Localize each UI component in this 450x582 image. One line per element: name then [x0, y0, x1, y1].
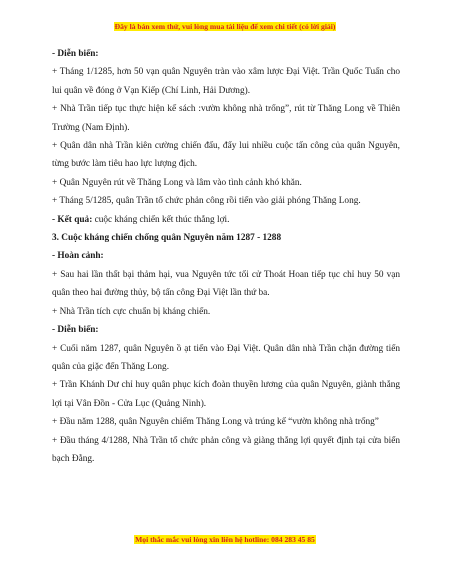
paragraph: + Tháng 5/1285, quân Trần tổ chức phản công rồi tiến vào giải phóng Thăng Long. [52, 196, 361, 207]
section-heading-context: - Hoàn cảnh: [52, 251, 104, 262]
paragraph: + Quân dân nhà Trần kiên cường chiến đấu, đẩy lui nhiều cuộc tấn công của quân Nguyên, từng bước làm tiêu hao lực lượng địch. [52, 141, 400, 170]
paragraph: + Tháng 1/1285, hơn 50 vạn quân Nguyên tràn vào xâm lược Đại Việt. Trần Quốc Tuấn cho lui quân về đóng ở Vạn Kiếp (Chí Linh, Hải Dương). [52, 67, 400, 96]
document-body [52, 45, 400, 468]
paragraph: + Đầu tháng 4/1288, Nhà Trần tổ chức phản công và giàng thắng lợi quyết định tại cửa biển bạch Đằng. [52, 435, 400, 464]
paragraph: + Cuối năm 1287, quân Nguyên ồ ạt tiến vào Đại Việt. Quân dân nhà Trần chặn đường tiến quân của giặc đến Thăng Long. [52, 343, 400, 372]
paragraph: + Quân Nguyên rút về Thăng Long và lâm vào tình cảnh khó khăn. [52, 177, 302, 188]
preview-notice-text: Đây là bản xem thử, vui lòng mua tài liệu để xem chi tiết (có lời giải) [114, 22, 336, 31]
section-title: 3. Cuộc kháng chiến chống quân Nguyên năm 1287 - 1288 [52, 233, 282, 244]
preview-notice-banner [0, 22, 450, 31]
paragraph: + Nhà Trần tiếp tục thực hiện kế sách :vườn không nhà trống”, rút từ Thăng Long về Thiên Trường (Nam Định). [52, 104, 400, 133]
paragraph: + Đầu năm 1288, quân Nguyên chiếm Thăng Long và trúng kế “vườn không nhà trống” [52, 417, 379, 428]
hotline-banner [0, 535, 450, 544]
result-label: - Kết quả: [52, 214, 93, 225]
hotline-text: Mọi thắc mắc vui lòng xin liên hệ hotline: 084 283 45 85 [135, 535, 315, 544]
section-heading-progress: - Diễn biến: [52, 49, 99, 59]
paragraph: + Sau hai lần thất bại thảm hại, vua Nguyên tức tối cử Thoát Hoan tiếp tục chỉ huy 50 vạn quân theo hai đường thủy, bộ tấn công Đại Việt lần thứ ba. [52, 269, 400, 299]
paragraph: + Nhà Trần tích cực chuẩn bị kháng chiến. [52, 306, 211, 317]
paragraph-result [52, 211, 400, 229]
section-heading-progress: - Diễn biến: [52, 325, 99, 336]
paragraph: + Trần Khánh Dư chỉ huy quân phục kích đoàn thuyền lương của quân Nguyên, giành thắng lợi tại Vân Đồn - Cửa Lục (Quảng Ninh). [52, 380, 400, 409]
result-text: cuộc kháng chiến kết thúc thắng lợi. [92, 214, 230, 225]
